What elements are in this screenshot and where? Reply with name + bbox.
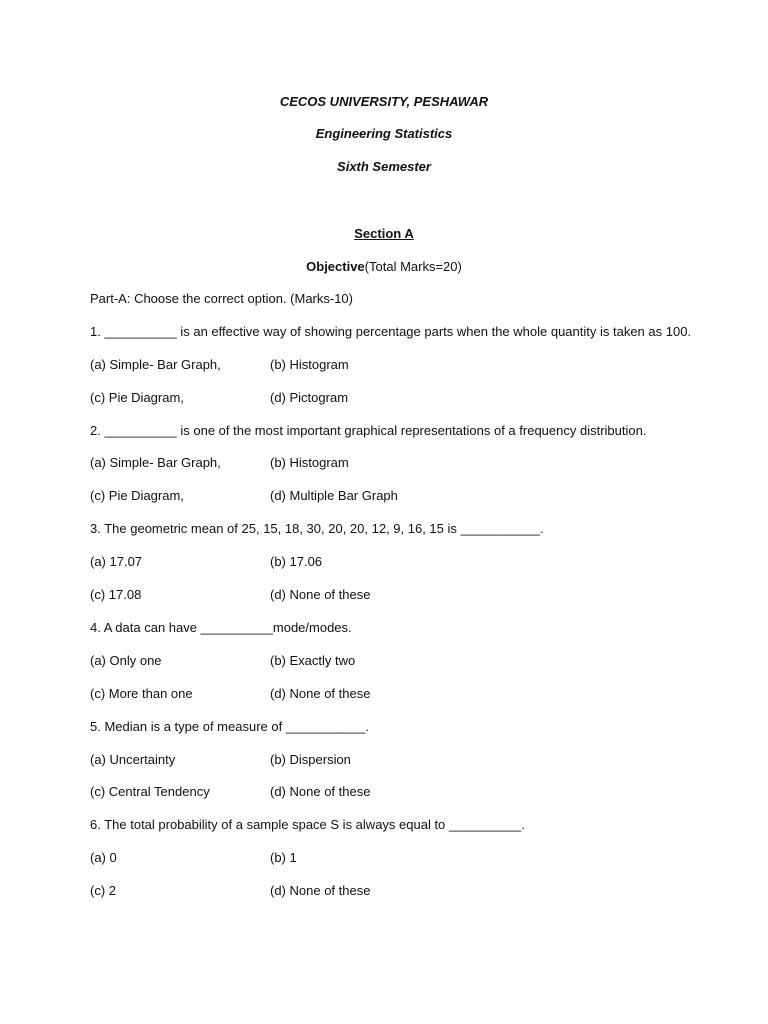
part-instruction: Part-A: Choose the correct option. (Marks-10) (90, 291, 353, 306)
university-title: CECOS UNIVERSITY, PESHAWAR (279, 94, 489, 109)
q2-option-a: (a) Simple- Bar Graph, (90, 455, 221, 470)
q3-option-b: (b) 17.06 (270, 554, 323, 569)
q6-option-b: (b) 1 (270, 850, 297, 865)
question-1: 1. __________ is an effective way of showing percentage parts when the whole quantity is taken as 100. (90, 324, 692, 339)
q6-option-c: (c) 2 (90, 883, 116, 898)
q4-option-b: (b) Exactly two (270, 653, 356, 668)
q5-option-c: (c) Central Tendency (90, 784, 210, 799)
objective-label: Objective (306, 259, 365, 274)
q2-option-c: (c) Pie Diagram, (90, 488, 184, 503)
q4-option-c: (c) More than one (90, 686, 193, 701)
q4-option-d: (d) None of these (270, 686, 371, 701)
q5-option-b: (b) Dispersion (270, 752, 351, 767)
q2-option-b: (b) Histogram (270, 455, 349, 470)
q3-option-c: (c) 17.08 (90, 587, 142, 602)
q1-option-d: (d) Pictogram (270, 390, 349, 405)
question-6: 6. The total probability of a sample space S is always equal to __________. (90, 817, 525, 832)
semester-title: Sixth Semester (337, 159, 431, 174)
question-2: 2. __________ is one of the most important graphical representations of a frequency distribution. (90, 423, 647, 438)
q2-option-d: (d) Multiple Bar Graph (270, 488, 398, 503)
q3-option-a: (a) 17.07 (90, 554, 143, 569)
objective-heading (0, 259, 768, 275)
question-3: 3. The geometric mean of 25, 15, 18, 30, 20, 20, 12, 9, 16, 15 is ___________. (90, 521, 544, 536)
course-title: Engineering Statistics (315, 126, 453, 141)
q6-option-a: (a) 0 (90, 850, 117, 865)
section-heading: Section A (354, 226, 414, 241)
question-5: 5. Median is a type of measure of ___________. (90, 719, 369, 734)
q1-option-c: (c) Pie Diagram, (90, 390, 184, 405)
q3-option-d: (d) None of these (270, 587, 371, 602)
q6-option-d: (d) None of these (270, 883, 371, 898)
objective-marks: (Total Marks=20) (364, 259, 462, 274)
q1-option-b: (b) Histogram (270, 357, 349, 372)
q5-option-d: (d) None of these (270, 784, 371, 799)
question-4: 4. A data can have __________mode/modes. (90, 620, 352, 635)
q4-option-a: (a) Only one (90, 653, 162, 668)
q1-option-a: (a) Simple- Bar Graph, (90, 357, 221, 372)
q5-option-a: (a) Uncertainty (90, 752, 176, 767)
